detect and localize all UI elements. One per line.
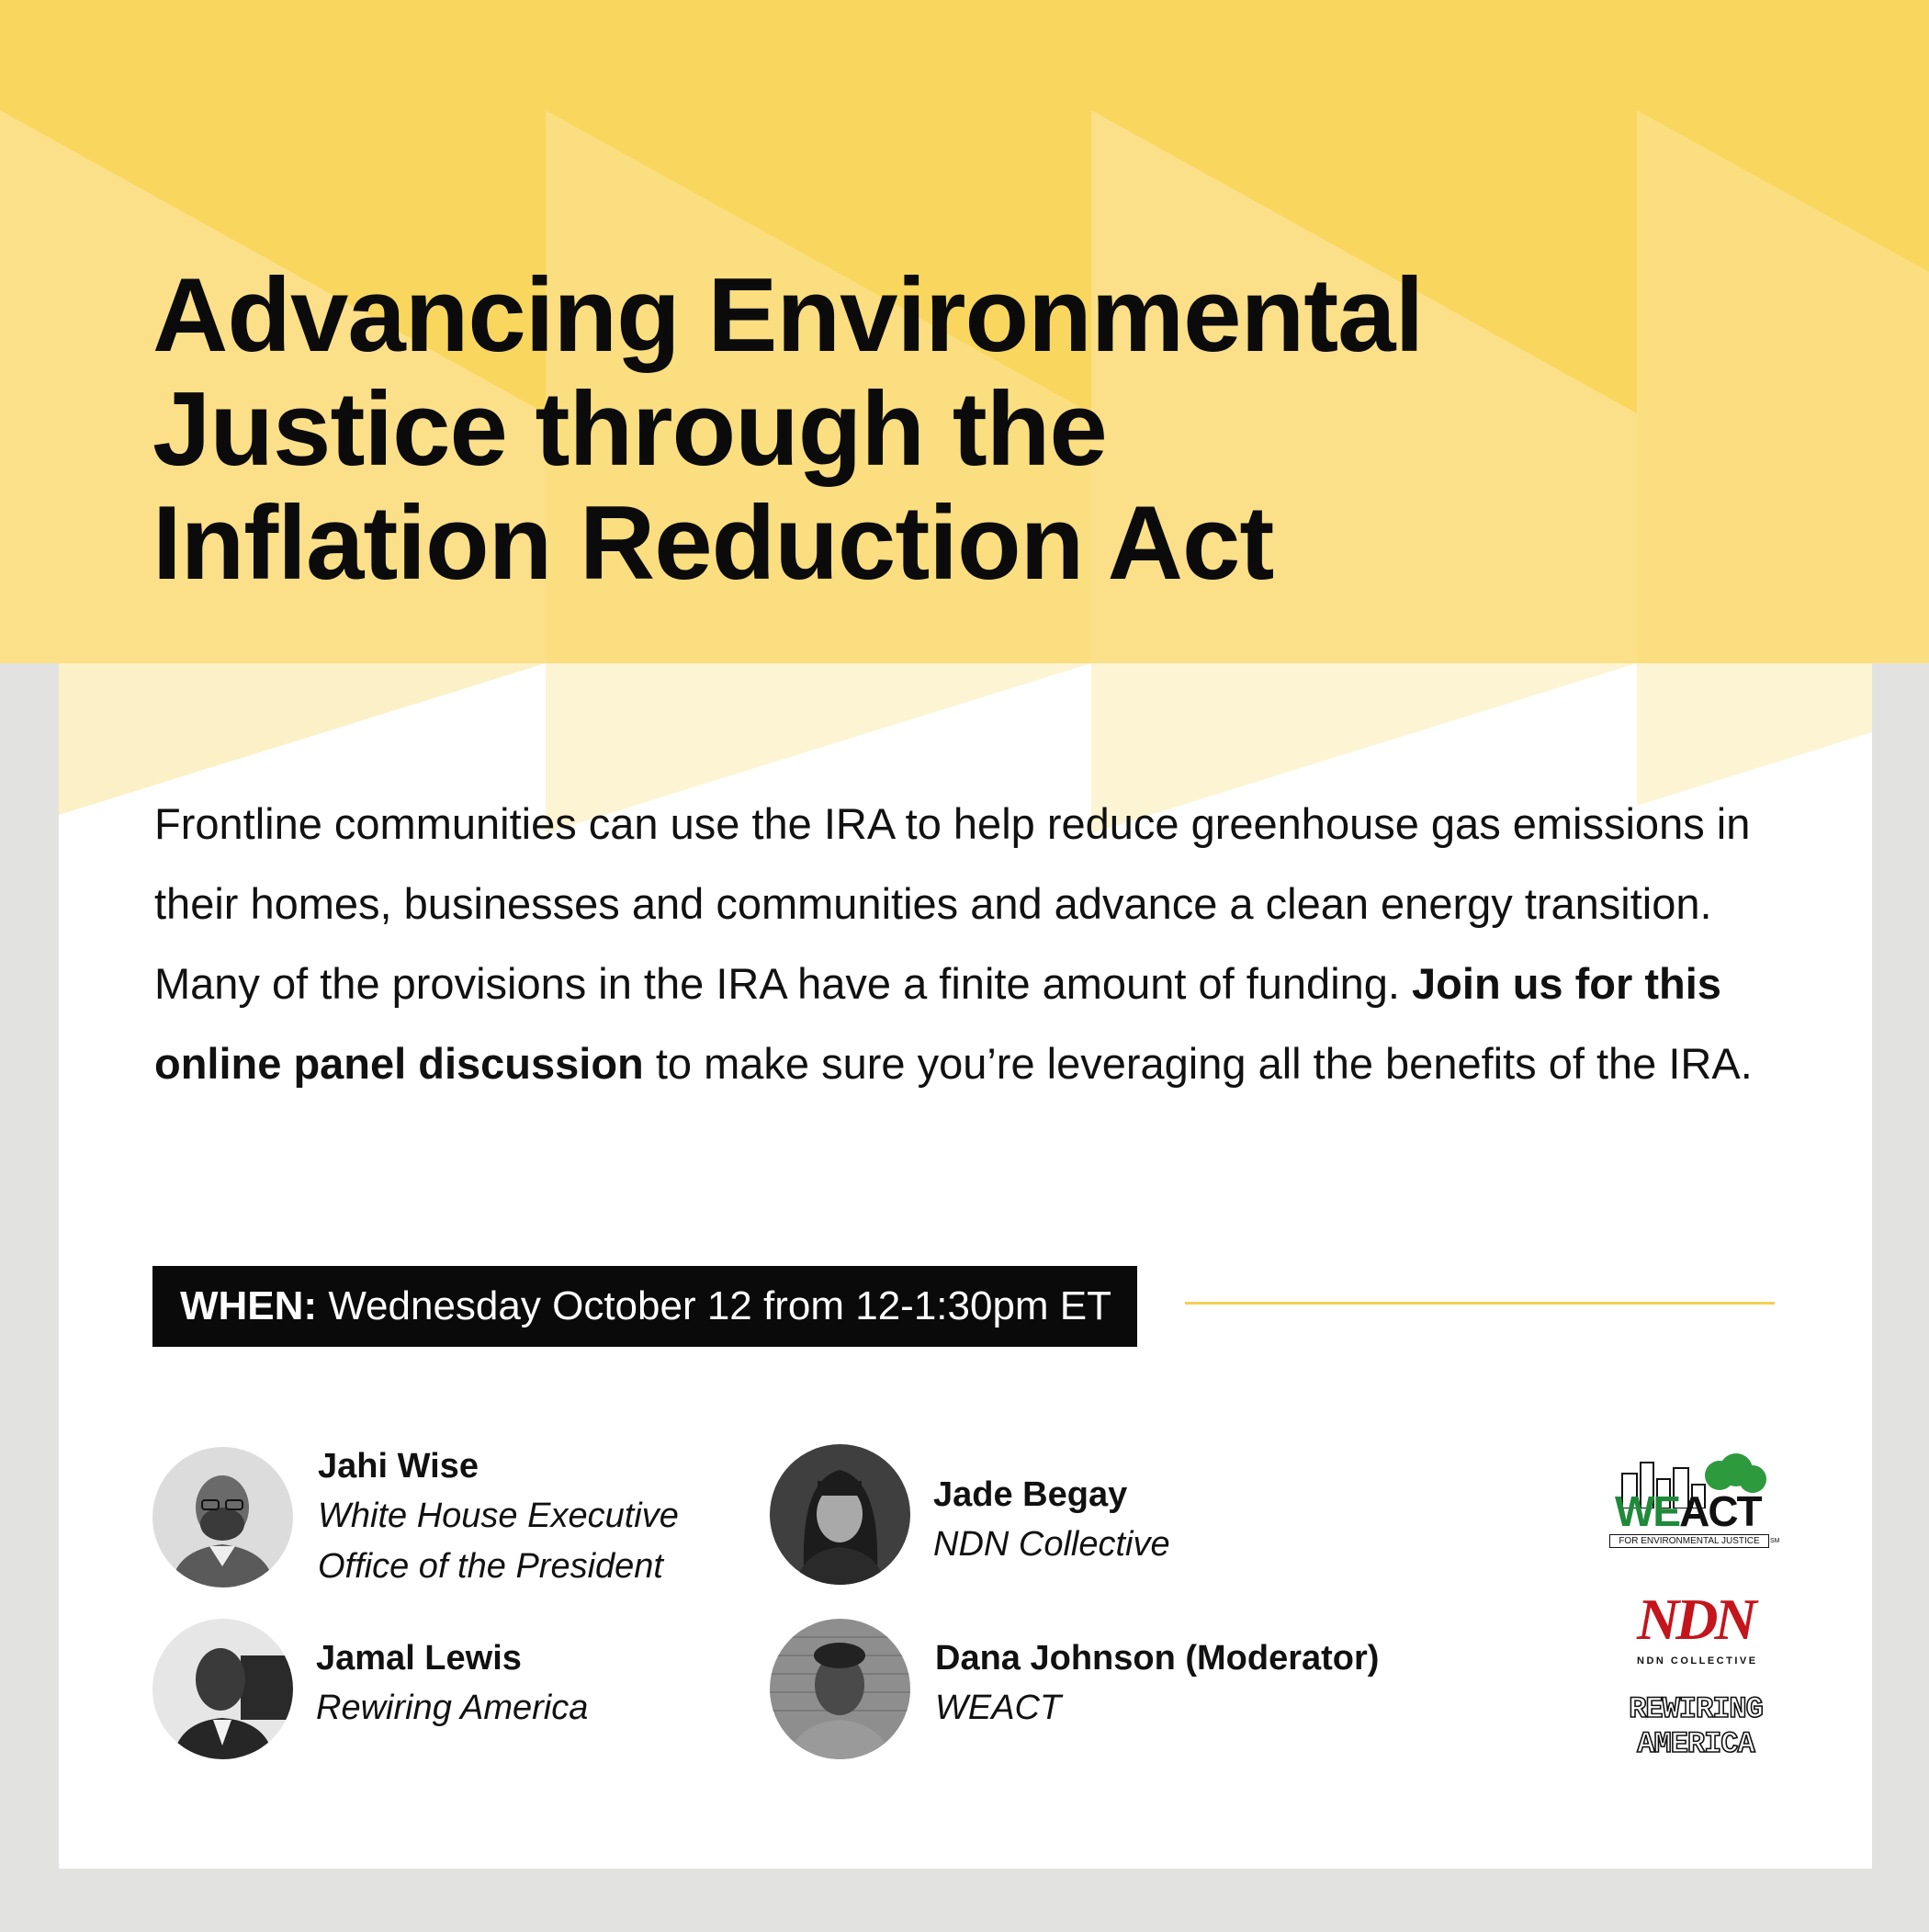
when-accent-line: [1185, 1302, 1775, 1305]
speaker-photo: [770, 1619, 910, 1759]
speaker-name: Jamal Lewis: [316, 1639, 522, 1678]
speaker-org-line: Office of the President: [318, 1547, 663, 1586]
speaker-org: [316, 1683, 588, 1734]
speaker-org: [933, 1520, 1170, 1570]
speaker-name: Jahi Wise: [318, 1447, 479, 1486]
rewiring-line-1: REWIRING: [1629, 1692, 1763, 1726]
event-title: [152, 259, 1879, 601]
speaker-org-line: WEACT: [935, 1689, 1062, 1727]
ndn-mark: NDN: [1637, 1587, 1754, 1652]
rewiring-line-2: AMERICA: [1637, 1727, 1754, 1761]
weact-act: ACT: [1679, 1487, 1761, 1535]
speaker-org-line: White House Executive: [318, 1497, 679, 1535]
weact-tagline: FOR ENVIRONMENTAL JUSTICE: [1609, 1534, 1769, 1548]
when-banner: [152, 1266, 1137, 1347]
event-description: [154, 784, 1808, 1103]
when-value: Wednesday October 12 from 12-1:30pm ET: [317, 1283, 1112, 1328]
weact-wordmark: [1615, 1486, 1761, 1536]
speaker-org-line: Rewiring America: [316, 1689, 589, 1727]
event-title-line-2: Justice through the: [152, 371, 1107, 488]
event-title-line-3: Inflation Reduction Act: [152, 485, 1274, 602]
weact-we: WE: [1615, 1487, 1680, 1535]
description-text-end: to make sure you’re leveraging all the benefits of the IRA.: [643, 1039, 1753, 1088]
weact-sm-mark: SM: [1770, 1538, 1780, 1544]
description-text: Frontline communities can use the IRA to help reduce greenhouse gas emissions in their homes, businesses and communities and advance a clean energy transition. Many of the provisions in the IRA have a finite amount of funding.: [154, 799, 1751, 1008]
speaker-org: [935, 1683, 1061, 1734]
event-title-line-1: Advancing Environmental: [152, 257, 1424, 374]
speaker-org-line: NDN Collective: [933, 1525, 1170, 1564]
weact-logo: [1609, 1453, 1780, 1554]
speaker-org: [318, 1491, 679, 1592]
rewiring-america-logo: [1615, 1692, 1777, 1766]
when-label: WHEN:: [180, 1283, 318, 1328]
speaker-photo: [770, 1444, 910, 1585]
speaker-name: Dana Johnson (Moderator): [935, 1639, 1380, 1678]
speaker-photo: [152, 1447, 293, 1587]
ndn-collective-logo: [1637, 1587, 1758, 1672]
description-highlight: Join us for this online panel discussion: [154, 959, 1721, 1088]
ndn-tagline: NDN COLLECTIVE: [1637, 1655, 1758, 1666]
speaker-name: Jade Begay: [933, 1475, 1128, 1514]
speaker-photo: [152, 1619, 293, 1759]
